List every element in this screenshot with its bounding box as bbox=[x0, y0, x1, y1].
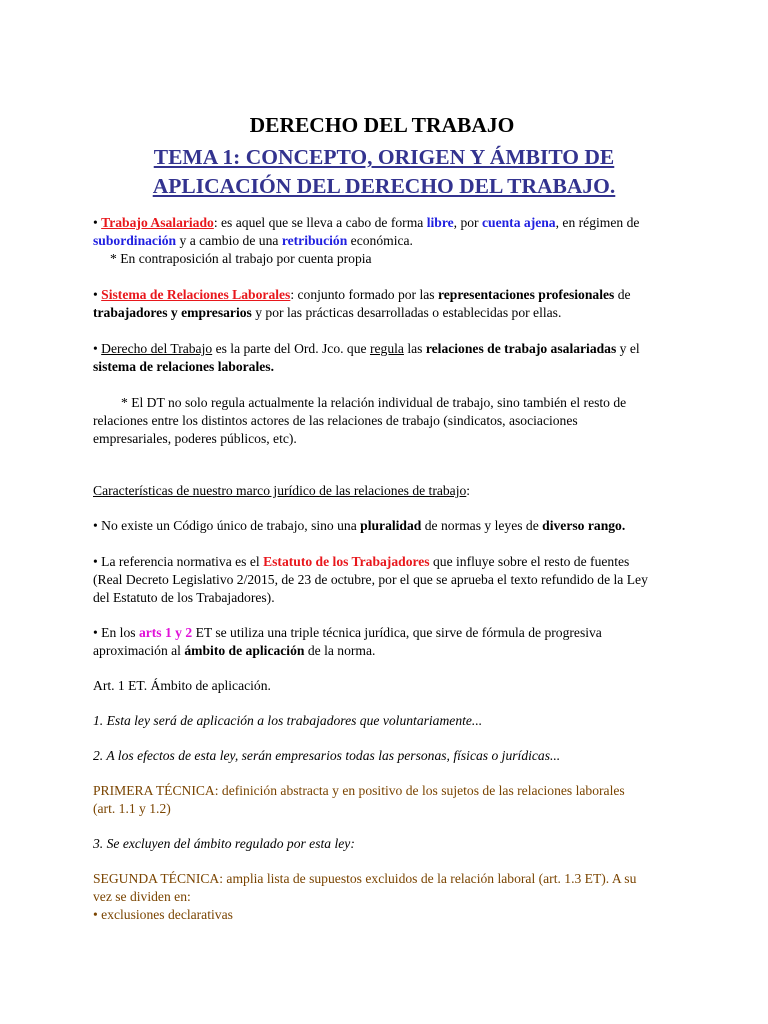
keyword-relaciones-trabajo-asalariadas: relaciones de trabajo asalariadas bbox=[425, 341, 617, 356]
bullet: • bbox=[93, 341, 98, 356]
text: , en régimen de bbox=[555, 215, 640, 230]
primera-tecnica-line-2: (art. 1.1 y 1.2) bbox=[93, 801, 171, 816]
keyword-regula: regula bbox=[369, 341, 404, 356]
bullet: • bbox=[93, 287, 98, 302]
text: ET se utiliza una triple técnica jurídica, que sirve de fórmula de progresiva bbox=[192, 625, 602, 640]
text: : es aquel que se lleva a cabo de forma bbox=[213, 215, 427, 230]
keyword-retribucion: retribución bbox=[281, 233, 348, 248]
text: y por las prácticas desarrolladas o establecidas por ellas. bbox=[251, 305, 562, 320]
paragraph-sistema-relaciones-line-2 bbox=[93, 304, 693, 322]
paragraph-triple-tecnica-line-1 bbox=[93, 624, 693, 642]
article-1-point-1: 1. Esta ley será de aplicación a los trabajadores que voluntariamente... bbox=[93, 713, 483, 728]
article-1-point-3: 3. Se excluyen del ámbito regulado por esta ley: bbox=[93, 836, 355, 851]
text: : conjunto formado por las bbox=[290, 287, 438, 302]
keyword-libre: libre bbox=[426, 215, 454, 230]
text: y a cambio de una bbox=[176, 233, 282, 248]
keyword-cuenta-ajena: cuenta ajena bbox=[481, 215, 556, 230]
paragraph-derecho-trabajo-line-2 bbox=[93, 358, 693, 376]
text: aproximación al bbox=[93, 643, 185, 658]
paragraph-pluralidad bbox=[93, 517, 693, 535]
text: , por bbox=[453, 215, 482, 230]
article-1-point-2: 2. A los efectos de esta ley, serán empresarios todas las personas, físicas o jurídicas... bbox=[93, 748, 561, 763]
paragraph-trabajo-asalariado-line-1 bbox=[93, 214, 693, 232]
document-title: DERECHO DEL TRABAJO bbox=[249, 113, 515, 137]
keyword-diverso-rango: diverso rango. bbox=[542, 518, 626, 533]
section-heading-caracteristicas bbox=[93, 482, 693, 500]
bullet: • bbox=[93, 554, 98, 569]
text: : bbox=[466, 483, 471, 498]
paragraph-sistema-relaciones-line-1 bbox=[93, 286, 693, 304]
term-sistema-relaciones-laborales: Sistema de Relaciones Laborales bbox=[101, 287, 291, 302]
text: es la parte del Ord. Jco. que bbox=[212, 341, 370, 356]
bullet: • bbox=[93, 907, 98, 922]
text: que influye sobre el resto de fuentes bbox=[429, 554, 630, 569]
text: La referencia normativa es el bbox=[97, 554, 264, 569]
paragraph-estatuto-line-1 bbox=[93, 553, 693, 571]
text: económica. bbox=[347, 233, 413, 248]
note-dt-line-3: empresariales, poderes públicos, etc). bbox=[93, 431, 297, 446]
paragraph-derecho-trabajo-line-1 bbox=[93, 340, 693, 358]
term-trabajo-asalariado: Trabajo Asalariado bbox=[101, 215, 214, 230]
text: de normas y leyes de bbox=[421, 518, 543, 533]
keyword-trabajadores-empresarios: trabajadores y empresarios bbox=[93, 305, 252, 320]
term-derecho-del-trabajo: Derecho del Trabajo bbox=[101, 341, 213, 356]
segunda-tecnica-line-2: vez se dividen en: bbox=[93, 889, 191, 904]
text: las bbox=[403, 341, 426, 356]
segunda-tecnica-line-3 bbox=[93, 906, 693, 924]
section-heading-text: Características de nuestro marco jurídico de las relaciones de trabajo bbox=[93, 483, 467, 498]
bullet: • bbox=[93, 215, 98, 230]
keyword-ambito-aplicacion: ámbito de aplicación bbox=[184, 643, 305, 658]
keyword-sistema-relaciones-laborales: sistema de relaciones laborales. bbox=[93, 359, 274, 374]
text: y el bbox=[616, 341, 640, 356]
note-dt-line-2: relaciones entre los distintos actores de las relaciones de trabajo (sindicatos, asociaciones bbox=[93, 413, 578, 428]
subtitle-line-2: APLICACIÓN DEL DERECHO DEL TRABAJO. bbox=[152, 174, 616, 198]
text: En los bbox=[97, 625, 139, 640]
keyword-pluralidad: pluralidad bbox=[360, 518, 422, 533]
subtitle-line-1: TEMA 1: CONCEPTO, ORIGEN Y ÁMBITO DE bbox=[153, 145, 615, 169]
text: de la norma. bbox=[304, 643, 376, 658]
paragraph-triple-tecnica-line-2 bbox=[93, 642, 693, 660]
text: exclusiones declarativas bbox=[97, 907, 233, 922]
keyword-subordinacion: subordinación bbox=[93, 233, 177, 248]
paragraph-estatuto-line-3: del Estatuto de los Trabajadores). bbox=[93, 590, 275, 605]
note-dt-line-1: * El DT no solo regula actualmente la relación individual de trabajo, sino también el resto de bbox=[121, 395, 627, 410]
keyword-arts-1-y-2: arts 1 y 2 bbox=[138, 625, 193, 640]
bullet: • bbox=[93, 518, 98, 533]
document-subtitle bbox=[0, 143, 768, 201]
bullet: • bbox=[93, 625, 98, 640]
primera-tecnica-line-1: PRIMERA TÉCNICA: definición abstracta y en positivo de los sujetos de las relaciones laborales bbox=[93, 783, 625, 798]
text: No existe un Código único de trabajo, sino una bbox=[97, 518, 361, 533]
paragraph-trabajo-asalariado-line-2 bbox=[93, 232, 693, 250]
keyword-representaciones-profesionales: representaciones profesionales bbox=[437, 287, 615, 302]
paragraph-estatuto-line-2: (Real Decreto Legislativo 2/2015, de 23 de octubre, por el que se aprueba el texto refundido de la Ley bbox=[93, 572, 648, 587]
segunda-tecnica-line-1: SEGUNDA TÉCNICA: amplia lista de supuestos excluidos de la relación laboral (art. 1.3 ET). A su bbox=[93, 871, 637, 886]
text: de bbox=[614, 287, 631, 302]
keyword-estatuto-trabajadores: Estatuto de los Trabajadores bbox=[263, 554, 430, 569]
article-1-heading: Art. 1 ET. Ámbito de aplicación. bbox=[93, 678, 271, 693]
note-cuenta-propia: * En contraposición al trabajo por cuenta propia bbox=[110, 251, 372, 266]
